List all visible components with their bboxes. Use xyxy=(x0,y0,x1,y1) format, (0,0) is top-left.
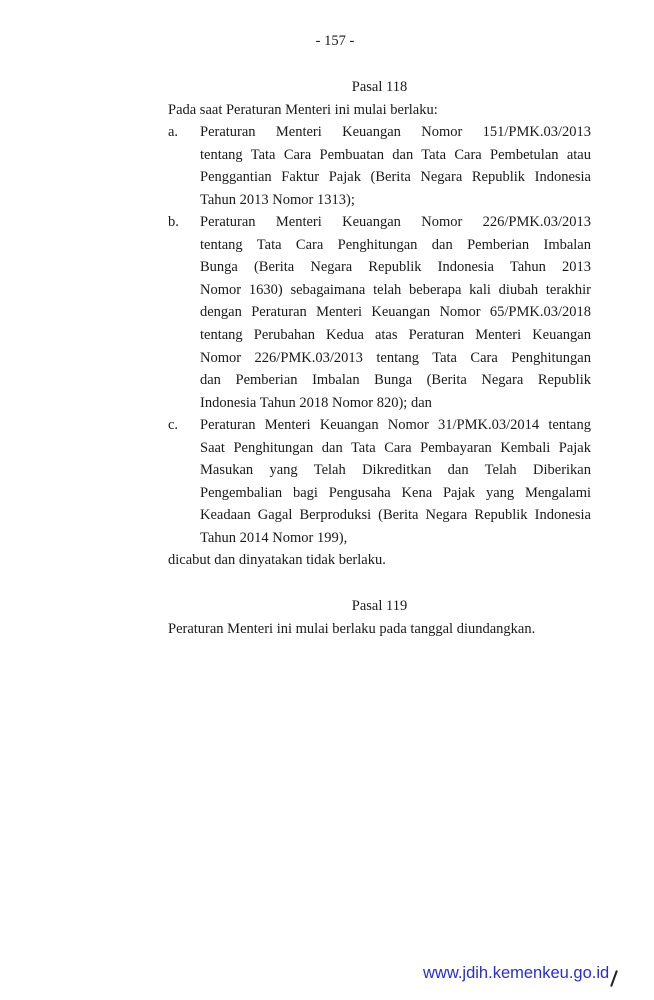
item-line: Tahun 2014 Nomor 199), xyxy=(200,529,348,546)
item-line: dan Pemberian Imbalan Bunga (Berita Negara Republik xyxy=(200,372,591,389)
item-label: b. xyxy=(168,214,179,231)
item-label: a. xyxy=(168,124,179,141)
pasal-118-closing: dicabut dan dinyatakan tidak berlaku. xyxy=(168,552,386,569)
pasal-118 xyxy=(168,76,591,572)
footer-url-link[interactable]: www.jdih.kemenkeu.go.id xyxy=(423,964,610,982)
item-line: Masukan yang Telah Dikreditkan dan Telah Diberikan xyxy=(200,462,591,479)
item-line: Keadaan Gagal Berproduksi (Berita Negara Republik Indonesia xyxy=(200,507,591,524)
item-line: Peraturan Menteri Keuangan Nomor 151/PMK.03/2013 xyxy=(200,124,591,141)
pasal-119 xyxy=(168,595,591,640)
item-line: tentang Tata Cara Pembuatan dan Tata Cara Pembetulan atau xyxy=(200,146,591,163)
pasal-119-text: Peraturan Menteri ini mulai berlaku pada tanggal diundangkan. xyxy=(168,620,536,637)
item-line: Tahun 2013 Nomor 1313); xyxy=(200,191,355,208)
pasal-119-title: Pasal 119 xyxy=(351,598,408,615)
list-item-c xyxy=(168,414,591,549)
pasal-118-title: Pasal 118 xyxy=(351,79,408,95)
pasal-118-intro: Pada saat Peraturan Menteri ini mulai berlaku: xyxy=(168,101,438,118)
item-line: Pengembalian bagi Pengusaha Kena Pajak yang Mengalami xyxy=(200,484,591,501)
item-line: Peraturan Menteri Keuangan Nomor 31/PMK.03/2014 tentang xyxy=(200,417,591,434)
spacer xyxy=(168,572,591,595)
document-body xyxy=(168,76,591,640)
item-line: Nomor 226/PMK.03/2013 tentang Tata Cara Penghitungan xyxy=(200,349,591,366)
item-line: Peraturan Menteri Keuangan Nomor 226/PMK.03/2013 xyxy=(200,214,591,231)
item-line: tentang Perubahan Kedua atas Peraturan Menteri Keuangan xyxy=(200,327,591,344)
paraf-mark xyxy=(610,970,618,987)
item-line: Nomor 1630) sebagaimana telah beberapa kali diubah terakhir xyxy=(200,281,591,298)
item-line: dengan Peraturan Menteri Keuangan Nomor 65/PMK.03/2018 xyxy=(200,304,591,321)
item-label: c. xyxy=(168,417,179,434)
item-line: tentang Tata Cara Penghitungan dan Pemberian Imbalan xyxy=(200,236,591,253)
item-line: Penggantian Faktur Pajak (Berita Negara Republik Indonesia xyxy=(200,169,591,186)
list-item-a xyxy=(168,121,591,211)
item-line: Bunga (Berita Negara Republik Indonesia Tahun 2013 xyxy=(200,259,591,276)
item-line: Saat Penghitungan dan Tata Cara Pembayaran Kembali Pajak xyxy=(200,439,591,456)
page-number: - 157 - xyxy=(315,33,355,49)
item-line: Indonesia Tahun 2018 Nomor 820); dan xyxy=(200,394,432,411)
list-item-b xyxy=(168,211,591,414)
